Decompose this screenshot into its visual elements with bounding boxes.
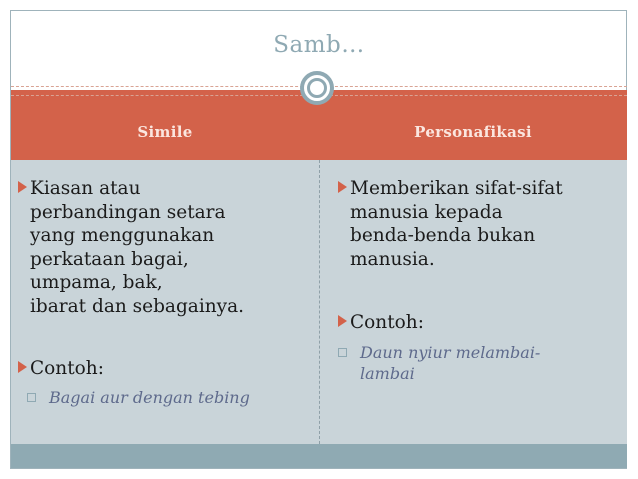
column-header-personafikasi: Personafikasi bbox=[414, 123, 532, 141]
list-item bbox=[18, 177, 250, 201]
list-item bbox=[18, 357, 250, 381]
list-item bbox=[18, 387, 250, 408]
personafikasi-example: lambai bbox=[360, 363, 415, 383]
simile-line: Kiasan atau bbox=[30, 178, 141, 199]
square-bullet-icon bbox=[27, 393, 36, 402]
simile-line: ibarat dan sebagainya. bbox=[30, 295, 245, 317]
triangle-bullet-icon bbox=[338, 181, 347, 193]
list-item bbox=[338, 311, 563, 335]
personafikasi-line: manusia kepada bbox=[350, 201, 503, 223]
simile-line: umpama, bak, bbox=[30, 272, 163, 293]
triangle-bullet-icon bbox=[18, 361, 27, 373]
personafikasi-line: Memberikan sifat-sifat bbox=[350, 178, 563, 199]
triangle-bullet-icon bbox=[338, 315, 347, 327]
column-divider bbox=[319, 160, 320, 444]
slide-title: Samb… bbox=[273, 32, 365, 58]
simile-line: perkataan bagai, bbox=[30, 248, 189, 270]
personafikasi-column bbox=[338, 177, 563, 384]
simile-example: Bagai aur dengan tebing bbox=[49, 387, 250, 407]
triangle-bullet-icon bbox=[18, 181, 27, 193]
column-header-simile: Simile bbox=[137, 123, 193, 141]
personafikasi-line: manusia. bbox=[350, 248, 435, 270]
personafikasi-example: Daun nyiur melambai- bbox=[360, 342, 541, 362]
simile-line: perbandingan setara bbox=[30, 201, 226, 223]
list-item bbox=[338, 177, 563, 201]
footer-band bbox=[11, 444, 627, 468]
simile-example-label: Contoh: bbox=[30, 358, 104, 379]
personafikasi-example-label: Contoh: bbox=[350, 312, 424, 333]
decorative-circle-icon bbox=[300, 71, 334, 105]
simile-column bbox=[18, 177, 250, 408]
personafikasi-line: benda-benda bukan bbox=[350, 225, 536, 246]
square-bullet-icon bbox=[338, 348, 347, 357]
list-item bbox=[338, 342, 563, 363]
simile-line: yang menggunakan bbox=[30, 225, 215, 246]
